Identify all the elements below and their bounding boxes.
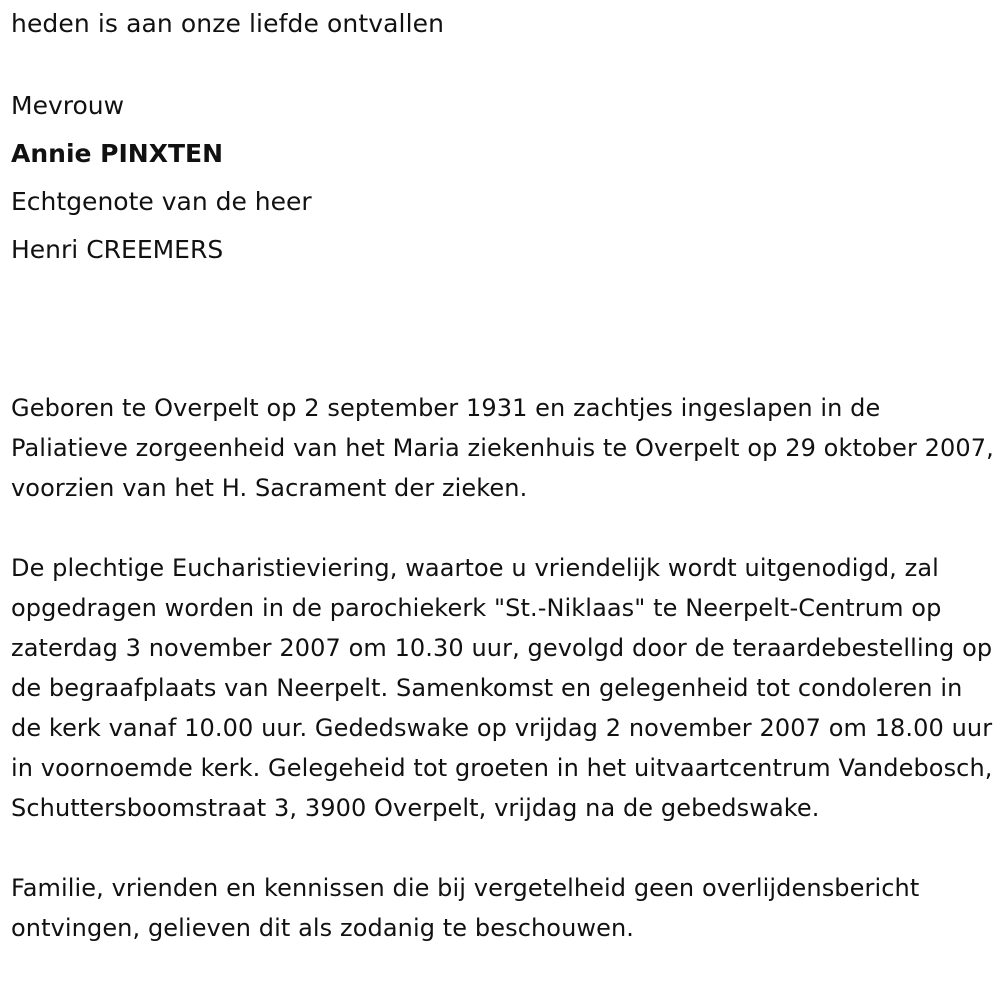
intro-line: heden is aan onze liefde ontvallen xyxy=(11,9,445,38)
spouse-name: Henri CREEMERS xyxy=(11,235,224,264)
death-notice xyxy=(11,0,996,948)
closing-paragraph: Familie, vrienden en kennissen die bij vergetelheid geen overlijdensbericht ontvingen, gelieven dit als zodanig te beschouwen. xyxy=(11,874,920,942)
deceased-name: Annie PINXTEN xyxy=(11,139,224,168)
name-block xyxy=(11,82,996,274)
ceremony-paragraph: De plechtige Eucharistieviering, waartoe u vriendelijk wordt uitgenodigd, zal opgedragen worden in de parochiekerk "St.-Niklaas" te Neerpelt-Centrum op zaterdag 3 november 2007 om 10.30 uur, gevolgd door de teraardebestelling op de begraafplaats van Neerpelt. Samenkomst en gelegenheid tot condoleren in de kerk vanaf 10.00 uur. Gededswake op vrijdag 2 november 2007 om 18.00 uur in voornoemde kerk. Gelegeheid tot groeten in het uitvaartcentrum Vandebosch, Schuttersboomstraat 3, 3900 Overpelt, vrijdag na de gebedswake. xyxy=(11,554,993,822)
honorific: Mevrouw xyxy=(11,91,125,120)
birth-death-paragraph: Geboren te Overpelt op 2 september 1931 en zachtjes ingeslapen in de Paliatieve zorgeenheid van het Maria ziekenhuis te Overpelt op 29 oktober 2007, voorzien van het H. Sacrament der zieken. xyxy=(11,394,994,502)
relation-line: Echtgenote van de heer xyxy=(11,187,312,216)
